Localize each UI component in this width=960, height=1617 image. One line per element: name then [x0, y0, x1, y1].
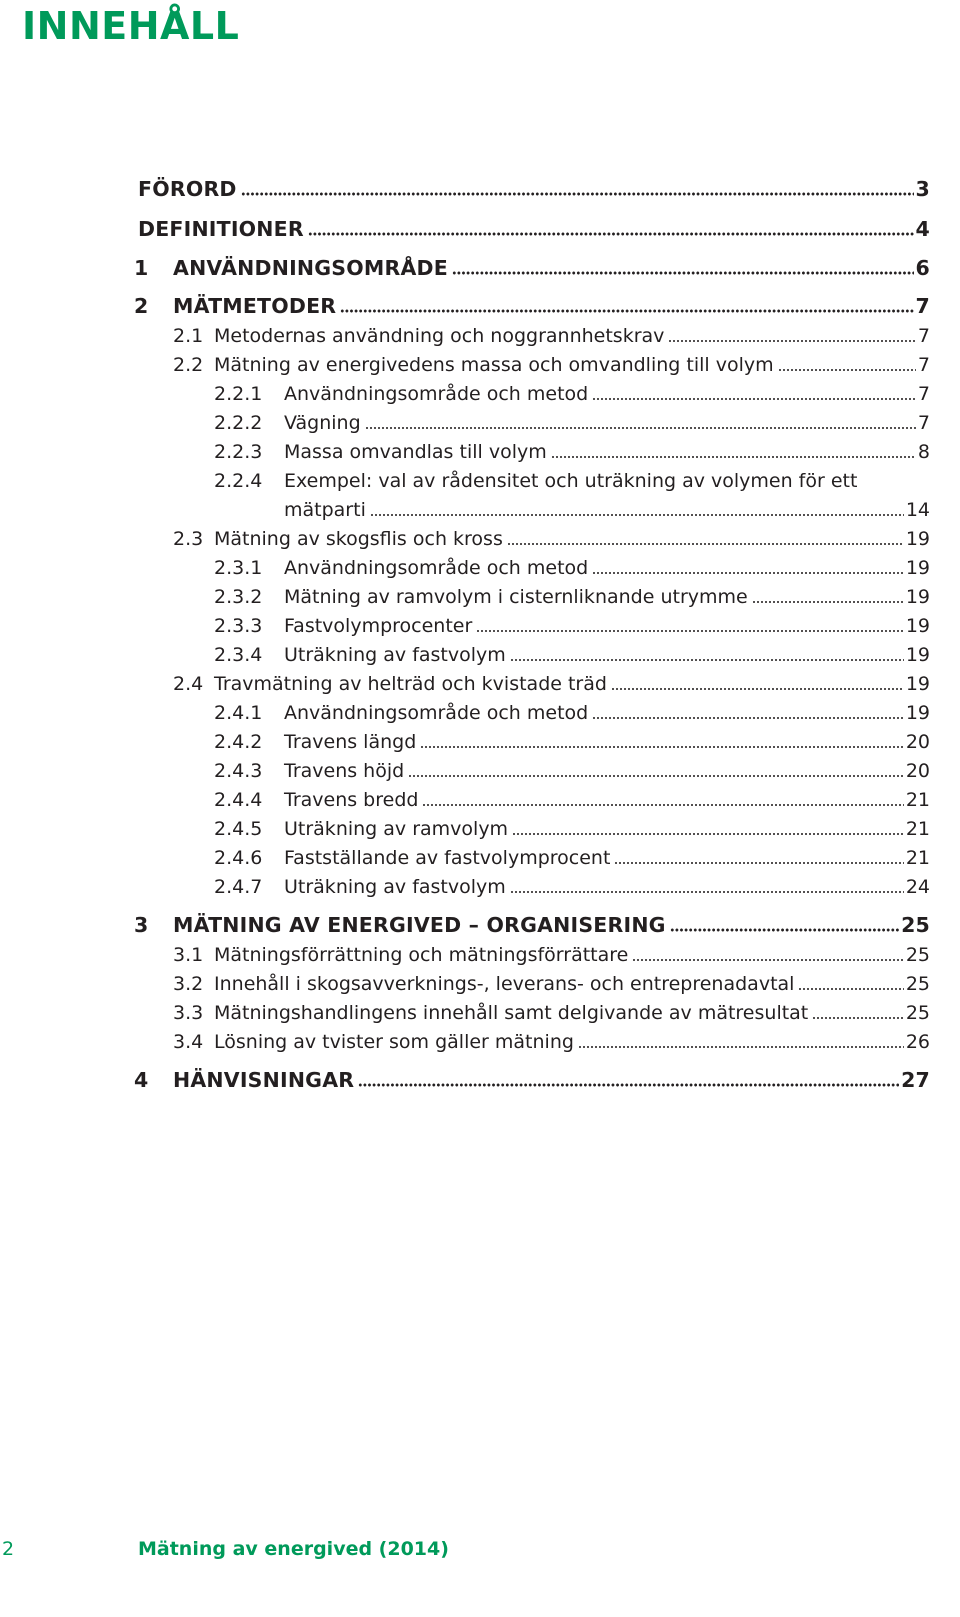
toc-entry-page: 25: [905, 1002, 930, 1024]
footer-page-number: 2: [2, 1538, 15, 1560]
toc-entry-label: Fastvolymprocenter: [284, 615, 473, 637]
toc-entry-label: Mätningshandlingens innehåll samt delgivande av mätresultat: [214, 1002, 809, 1024]
toc-entry-label: Travens bredd: [284, 789, 419, 811]
dot-leader: [592, 397, 916, 401]
dot-leader: [668, 339, 916, 343]
toc-entry-page: 7: [917, 325, 930, 347]
toc-entry-label: MÄTMETODER: [173, 294, 337, 318]
toc-entry-number: 3: [134, 913, 149, 937]
toc-entry-page: 8: [917, 441, 930, 463]
dot-leader: [510, 890, 904, 894]
dot-leader: [408, 774, 904, 778]
toc-entry-page: 14: [905, 499, 930, 521]
toc-entry-label: Travens höjd: [284, 760, 405, 782]
toc-entry-number: 2.4.7: [214, 876, 263, 898]
toc-entry[interactable]: [284, 496, 930, 522]
dot-leader: [476, 629, 904, 633]
toc-entry-number: 2.2.1: [214, 383, 263, 405]
toc-entry[interactable]: [173, 970, 930, 996]
page-title: INNEHÅLL: [22, 4, 240, 48]
dot-leader: [592, 716, 904, 720]
toc-entry-page: 19: [905, 528, 930, 550]
toc-entry[interactable]: [173, 525, 930, 551]
toc-entry-label: ANVÄNDNINGSOMRÅDE: [173, 256, 448, 280]
toc-entry-number: 2.2: [173, 354, 204, 376]
toc-entry-number: 2.4.6: [214, 847, 263, 869]
toc-entry-number: 2.3.2: [214, 586, 263, 608]
toc-entry-page: 4: [915, 217, 930, 241]
dot-leader: [592, 571, 904, 575]
toc-entry[interactable]: [214, 380, 930, 406]
dot-leader: [340, 309, 913, 313]
toc-entry[interactable]: [214, 815, 930, 841]
dot-leader: [632, 958, 903, 962]
toc-entry-label: Travens längd: [284, 731, 417, 753]
toc-entry-label: Innehåll i skogsavverknings-, leverans- och entreprenadavtal: [214, 973, 795, 995]
dot-leader: [365, 426, 916, 430]
toc-entry[interactable]: [173, 999, 930, 1025]
toc-entry-number: 2.4.1: [214, 702, 263, 724]
toc-entry-number: 2.2.4: [214, 470, 263, 492]
toc-entry-page: 6: [915, 256, 930, 280]
dot-leader: [778, 368, 916, 372]
toc-entry-label: FÖRORD: [138, 177, 237, 201]
footer-publication-title: Mätning av energived (2014): [138, 1538, 449, 1560]
toc-entry-number: 3.4: [173, 1031, 204, 1053]
toc-entry-label: Mätning av energivedens massa och omvandling till volym: [214, 354, 774, 376]
toc-entry-number: 2.3: [173, 528, 204, 550]
toc-entry-label: HÄNVISNINGAR: [173, 1068, 355, 1092]
toc-entry-page: 26: [905, 1031, 930, 1053]
dot-leader: [452, 271, 914, 275]
toc-entry-page: 20: [905, 760, 930, 782]
dot-leader: [578, 1045, 904, 1049]
dot-leader: [422, 803, 903, 807]
toc-entry-label: Användningsområde och metod: [284, 383, 589, 405]
toc-entry-label: Mätning av ramvolym i cisternliknande utrymme: [284, 586, 748, 608]
toc-entry-label: Lösning av tvister som gäller mätning: [214, 1031, 574, 1053]
toc-entry[interactable]: [214, 641, 930, 667]
toc-entry[interactable]: [173, 670, 930, 696]
toc-entry[interactable]: [173, 1028, 930, 1054]
toc-entry[interactable]: [214, 583, 930, 609]
toc-entry-page: 7: [917, 383, 930, 405]
toc-entry-number: 2.4.4: [214, 789, 263, 811]
toc-entry-number: 1: [134, 256, 149, 280]
toc-entry-label: DEFINITIONER: [138, 217, 304, 241]
toc-entry[interactable]: [134, 1066, 930, 1092]
toc-entry-number: 2.3.1: [214, 557, 263, 579]
toc-entry-page: 25: [905, 944, 930, 966]
dot-leader: [308, 232, 914, 236]
dot-leader: [358, 1083, 899, 1087]
toc-entry[interactable]: [214, 467, 930, 493]
dot-leader: [507, 542, 904, 546]
dot-leader: [512, 832, 904, 836]
toc-entry[interactable]: [138, 215, 930, 241]
toc-entry[interactable]: [214, 786, 930, 812]
toc-entry-number: 3.2: [173, 973, 204, 995]
toc-entry-page: 7: [915, 294, 930, 318]
toc-entry-page: 19: [905, 673, 930, 695]
toc-entry[interactable]: [173, 351, 930, 377]
toc-entry[interactable]: [214, 873, 930, 899]
toc-entry-page: 27: [901, 1068, 930, 1092]
toc-entry[interactable]: [134, 911, 930, 937]
toc-entry-page: 20: [905, 731, 930, 753]
dot-leader: [551, 455, 916, 459]
toc-entry[interactable]: [173, 322, 930, 348]
toc-entry-label: Användningsområde och metod: [284, 557, 589, 579]
toc-entry-label: Vägning: [284, 412, 361, 434]
toc-entry-number: 2.4.3: [214, 760, 263, 782]
toc-entry[interactable]: [214, 612, 930, 638]
toc-entry-page: 24: [905, 876, 930, 898]
toc-entry[interactable]: [214, 757, 930, 783]
toc-entry-label: Travmätning av helträd och kvistade träd: [214, 673, 607, 695]
toc-entry-number: 2.2.2: [214, 412, 263, 434]
toc-entry[interactable]: [138, 175, 930, 201]
dot-leader: [670, 928, 899, 932]
toc-entry-number: 2.4: [173, 673, 204, 695]
toc-entry[interactable]: [134, 292, 930, 318]
toc-entry[interactable]: [214, 844, 930, 870]
toc-entry-label: Fastställande av fastvolymprocent: [284, 847, 611, 869]
toc-entry-number: 2.3.4: [214, 644, 263, 666]
toc-entry[interactable]: [214, 728, 930, 754]
dot-leader: [614, 861, 903, 865]
dot-leader: [420, 745, 904, 749]
toc-entry-page: 19: [905, 702, 930, 724]
dot-leader: [812, 1016, 904, 1020]
toc-entry[interactable]: [214, 554, 930, 580]
toc-entry-number: 2: [134, 294, 149, 318]
toc-entry-page: 3: [915, 177, 930, 201]
toc-entry-number: 2.2.3: [214, 441, 263, 463]
toc-entry-page: 19: [905, 557, 930, 579]
toc-entry-label: Användningsområde och metod: [284, 702, 589, 724]
toc-entry-label: MÄTNING AV ENERGIVED – ORGANISERING: [173, 913, 666, 937]
toc-entry-label: Metodernas användning och noggrannhetskrav: [214, 325, 665, 347]
toc-entry-page: 7: [917, 354, 930, 376]
toc-entry-number: 2.4.2: [214, 731, 263, 753]
dot-leader: [241, 192, 914, 196]
toc-entry-page: 21: [905, 789, 930, 811]
dot-leader: [510, 658, 904, 662]
toc-entry[interactable]: [214, 438, 930, 464]
toc-entry-label: Uträkning av fastvolym: [284, 644, 506, 666]
toc-entry-label: Massa omvandlas till volym: [284, 441, 547, 463]
dot-leader: [798, 987, 903, 991]
toc-entry[interactable]: [173, 941, 930, 967]
toc-entry-number: 2.4.5: [214, 818, 263, 840]
dot-leader: [611, 687, 904, 691]
toc-entry-label: mätparti: [284, 499, 366, 521]
toc-entry-page: 21: [905, 818, 930, 840]
toc-entry[interactable]: [214, 699, 930, 725]
toc-entry-number: 3.3: [173, 1002, 204, 1024]
toc-entry-page: 25: [901, 913, 930, 937]
toc-entry-number: 3.1: [173, 944, 204, 966]
dot-leader: [752, 600, 904, 604]
toc-entry-label: Uträkning av fastvolym: [284, 876, 506, 898]
toc-entry[interactable]: [214, 409, 930, 435]
toc-entry-label: Mätningsförrättning och mätningsförrättare: [214, 944, 629, 966]
toc-entry-page: 19: [905, 644, 930, 666]
toc-entry-page: 25: [905, 973, 930, 995]
dot-leader: [370, 513, 904, 517]
toc-entry-page: 19: [905, 615, 930, 637]
toc-entry-number: 2.3.3: [214, 615, 263, 637]
toc-entry-page: 7: [917, 412, 930, 434]
toc-entry-page: 21: [905, 847, 930, 869]
toc-entry-number: 2.1: [173, 325, 204, 347]
toc-entry-label: Mätning av skogsflis och kross: [214, 528, 503, 550]
toc-entry-number: 4: [134, 1068, 149, 1092]
toc-entry-page: 19: [905, 586, 930, 608]
toc-entry[interactable]: [134, 254, 930, 280]
toc-entry-label: Uträkning av ramvolym: [284, 818, 509, 840]
toc-entry-label: Exempel: val av rådensitet och uträkning av volymen för ett: [284, 470, 858, 492]
